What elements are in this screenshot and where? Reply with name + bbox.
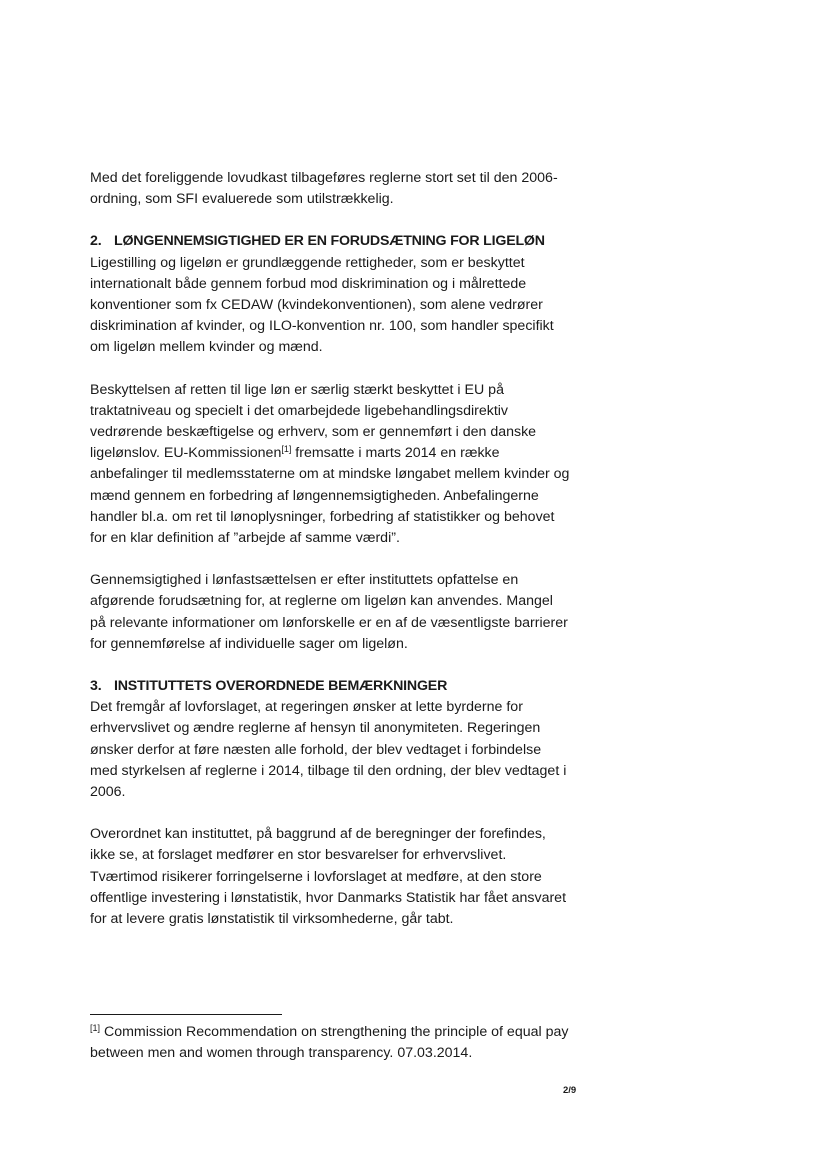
section-3-paragraph-1: Det fremgår af lovforslaget, at regeringen ønsker at lette byrderne for erhvervslivet og ændre reglerne af hensyn til anonymiteten. Regeringen ønsker derfor at føre næsten alle forhold, der blev vedtaget i forbindelse med styrkelsen af reglerne i 2014, tilbage til den ordning, der blev vedtaget i 2006. — [90, 699, 567, 801]
section-2-heading — [90, 231, 570, 252]
section-3-number: 3. — [90, 678, 102, 695]
section-2-number: 2. — [90, 233, 102, 250]
section-2-paragraph-2 — [90, 380, 570, 550]
document-body — [90, 168, 570, 951]
intro-paragraph: Med det foreliggende lovudkast tilbageføres reglerne stort set til den 2006-ordning, som SFI evaluerede som utilstrækkelig. — [90, 170, 558, 208]
section-3 — [90, 676, 570, 803]
section-2-title: LØNGENNEMSIGTIGHED ER EN FORUDSÆTNING FOR LIGELØN — [114, 233, 545, 250]
footnote-reference[interactable]: [1] — [281, 444, 292, 455]
section-2-paragraph-3: Gennemsigtighed i lønfastsættelsen er efter instituttets opfattelse en afgørende forudsætning for, at reglerne om ligeløn kan anvendes. Mangel på relevante informationer om lønforskelle er en af de væsentligste barrierer for gennemførelse af individuelle sager om ligeløn. — [90, 572, 568, 652]
section-3-title: INSTITUTTETS OVERORDNEDE BEMÆRKNINGER — [114, 678, 448, 695]
section-2-paragraph-2-text-b: fremsatte i marts 2014 en række anbefalinger til medlemsstaterne om at mindske løngabet mellem kvinder og mænd gennem en forbedring af løngennemsigtigheden. Anbefalingerne handler bl.a. om ret til lønoplysninger, forbedring af statistikker og behovet for en klar definition af ”arbejde af samme værdi”. — [90, 445, 570, 547]
footnote-text: Commission Recommendation on strengthening the principle of equal pay between men and women through transparency. 07.03.2014. — [90, 1024, 569, 1062]
footnote-divider — [90, 1014, 282, 1015]
section-3-paragraph-2: Overordnet kan instituttet, på baggrund af de beregninger der forefindes, ikke se, at forslaget medfører en stor besvarelser for erhvervslivet. Tværtimod risikerer forringelserne i lovforslaget at medføre, at den store offentlige investering i lønstatistik, hvor Danmarks Statistik har fået ansvaret for at levere gratis lønstatistik til virksomhederne, går tabt. — [90, 826, 567, 928]
footnote-marker: [1] — [90, 1023, 101, 1033]
section-3-heading — [90, 676, 570, 697]
page-number: 2/9 — [563, 1085, 577, 1096]
section-2 — [90, 231, 570, 358]
footnote — [90, 1022, 580, 1064]
section-2-paragraph-1: Ligestilling og ligeløn er grundlæggende rettigheder, som er beskyttet internationalt både gennem forbud mod diskrimination og i målrettede konventioner som fx CEDAW (kvindekonventionen), som alene vedrører diskrimination af kvinder, og ILO-konvention nr. 100, som handler specifikt om ligeløn mellem kvinder og mænd. — [90, 254, 554, 356]
section-2-paragraph-2-text-a: Beskyttelsen af retten til lige løn er særlig stærkt beskyttet i EU på traktatniveau og specielt i det omarbejdede ligebehandlingsdirektiv vedrørende beskæftigelse og erhverv, som er gennemført i den danske ligelønslov. EU-Kommissionen — [90, 381, 537, 462]
